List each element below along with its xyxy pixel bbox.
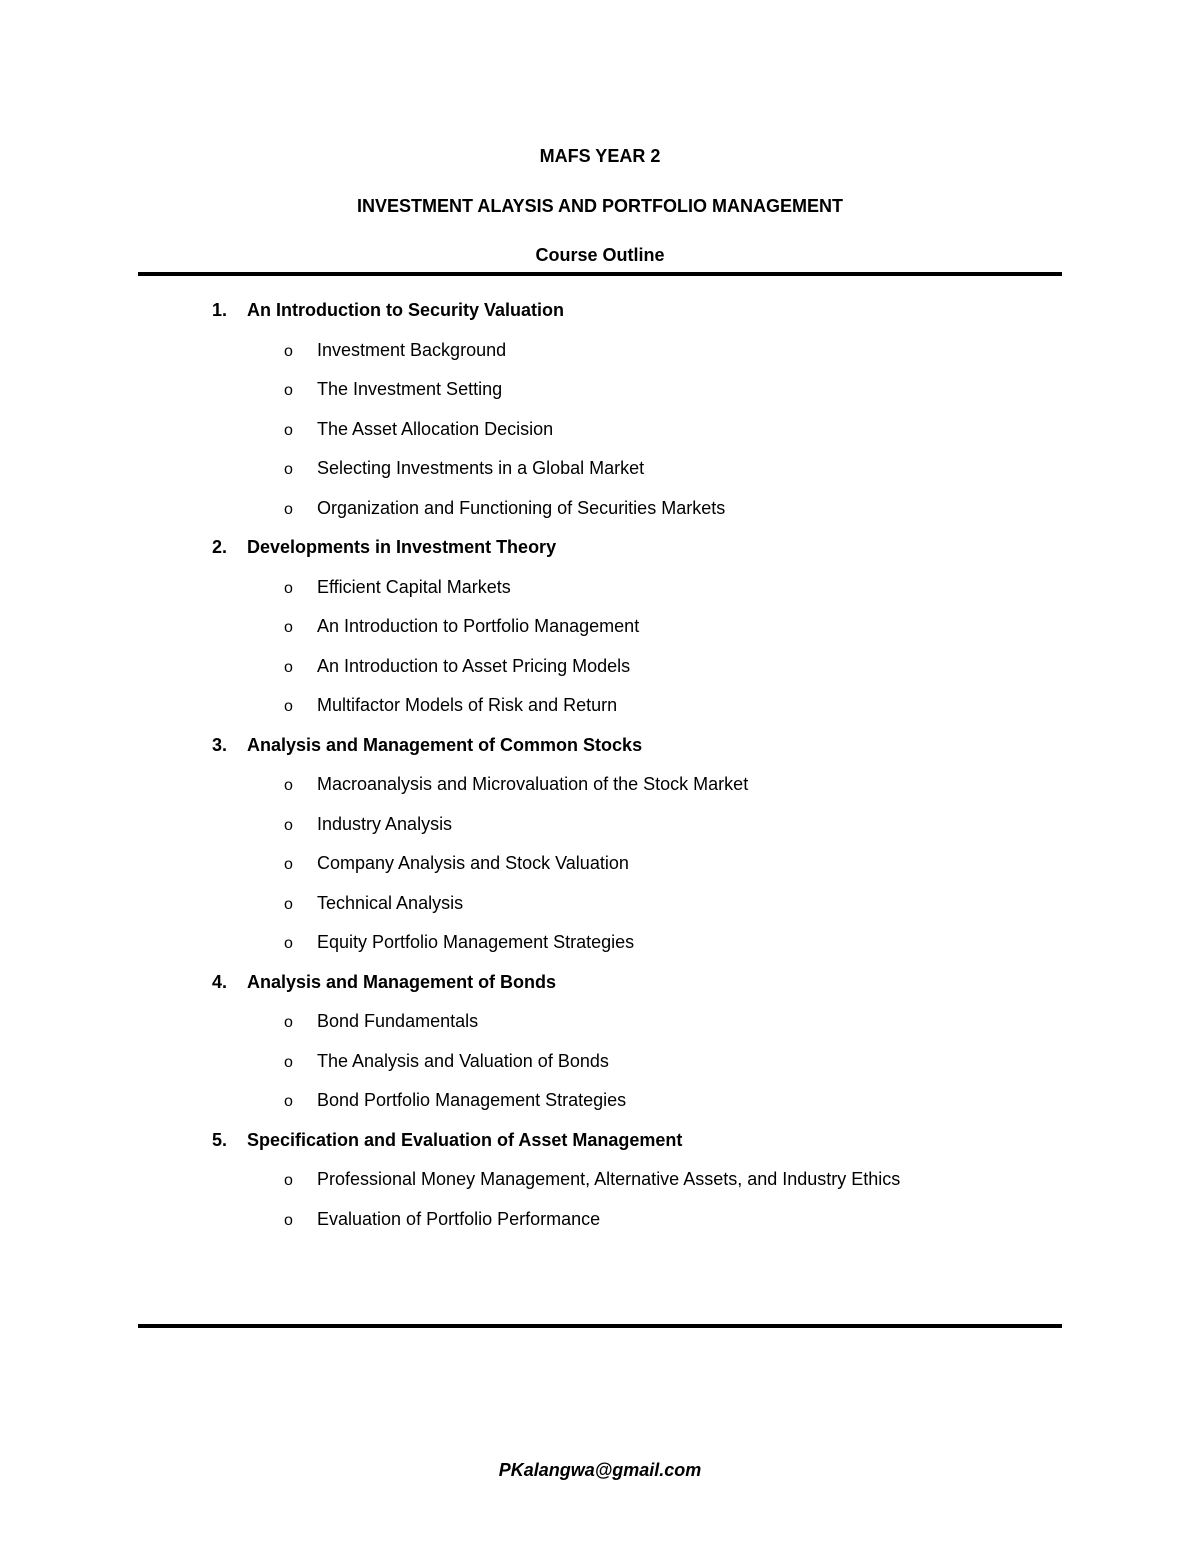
outline-list-item [284, 891, 463, 915]
circle-bullet-icon: o [284, 500, 293, 518]
outline-list-item [284, 1088, 626, 1112]
outline-list-item [284, 1167, 900, 1191]
outline-list-item [284, 772, 748, 796]
circle-bullet-icon: o [284, 1053, 293, 1071]
circle-bullet-icon: o [284, 619, 293, 636]
circle-bullet-icon: o [284, 579, 293, 597]
document-title-course: INVESTMENT ALAYSIS AND PORTFOLIO MANAGEMENT [356, 196, 844, 216]
outline-list-item [284, 338, 506, 362]
circle-bullet-icon: o [284, 895, 293, 913]
outline-item-text: Evaluation of Portfolio Performance [317, 1208, 601, 1229]
outline-list-item [284, 693, 617, 717]
section-title: Specification and Evaluation of Asset Management [247, 1129, 683, 1150]
outline-list-item [284, 377, 502, 401]
outline-list-item [284, 1049, 609, 1073]
outline-item-text: The Analysis and Valuation of Bonds [317, 1050, 609, 1071]
outline-list-item [284, 496, 725, 520]
section-number: 5. [212, 1129, 228, 1150]
section-number: 4. [212, 971, 228, 992]
section-heading-1 [212, 298, 564, 322]
circle-bullet-icon: o [284, 698, 293, 715]
outline-item-text: Organization and Functioning of Securities Markets [317, 497, 726, 518]
outline-item-text: Multifactor Models of Risk and Return [317, 695, 618, 715]
document-subtitle: Course Outline [535, 245, 665, 265]
section-title: Analysis and Management of Bonds [247, 971, 557, 992]
outline-item-text: Macroanalysis and Microvaluation of the Stock Market [317, 774, 749, 794]
outline-list-item [284, 614, 639, 638]
outline-list-item [284, 930, 634, 954]
circle-bullet-icon: o [284, 658, 293, 676]
section-heading-4 [212, 970, 556, 994]
outline-item-text: An Introduction to Asset Pricing Models [317, 655, 631, 676]
outline-item-text: The Investment Setting [317, 379, 503, 399]
circle-bullet-icon: o [284, 1014, 293, 1031]
outline-item-text: Bond Fundamentals [317, 1011, 479, 1031]
circle-bullet-icon: o [284, 421, 293, 439]
section-title: An Introduction to Security Valuation [247, 300, 565, 320]
outline-list-item [284, 575, 511, 599]
section-number: 3. [212, 734, 228, 755]
footer-email: PKalangwa@gmail.com [498, 1460, 702, 1480]
circle-bullet-icon: o [284, 856, 293, 873]
outline-item-text: Industry Analysis [317, 813, 453, 834]
document-title-year: MAFS YEAR 2 [539, 146, 661, 166]
outline-list-item [284, 851, 629, 875]
outline-item-text: Professional Money Management, Alternative Assets, and Industry Ethics [317, 1169, 901, 1189]
outline-list-item [284, 1009, 478, 1033]
circle-bullet-icon: o [284, 935, 293, 952]
circle-bullet-icon: o [284, 461, 293, 478]
circle-bullet-icon: o [284, 382, 293, 399]
circle-bullet-icon: o [284, 1172, 293, 1189]
section-number: 2. [212, 537, 228, 557]
outline-item-text: Bond Portfolio Management Strategies [317, 1090, 627, 1110]
outline-list-item [284, 812, 452, 836]
section-number: 1. [212, 300, 228, 320]
section-heading-2 [212, 535, 556, 559]
outline-item-text: An Introduction to Portfolio Management [317, 616, 640, 636]
outline-item-text: The Asset Allocation Decision [317, 418, 554, 439]
circle-bullet-icon: o [284, 342, 293, 360]
circle-bullet-icon: o [284, 1211, 293, 1229]
circle-bullet-icon: o [284, 777, 293, 794]
outline-list-item [284, 654, 630, 678]
bottom-divider [138, 1324, 1062, 1328]
section-title: Analysis and Management of Common Stocks [247, 734, 643, 755]
outline-item-text: Efficient Capital Markets [317, 576, 511, 597]
section-title: Developments in Investment Theory [247, 537, 557, 557]
circle-bullet-icon: o [284, 816, 293, 834]
circle-bullet-icon: o [284, 1093, 293, 1110]
outline-item-text: Selecting Investments in a Global Market [317, 458, 645, 478]
section-heading-3 [212, 733, 642, 757]
section-heading-5 [212, 1128, 682, 1152]
outline-item-text: Company Analysis and Stock Valuation [317, 853, 629, 873]
outline-item-text: Investment Background [317, 339, 507, 360]
outline-list-item [284, 456, 644, 480]
outline-item-text: Technical Analysis [317, 892, 464, 913]
outline-list-item [284, 1207, 600, 1231]
outline-item-text: Equity Portfolio Management Strategies [317, 932, 635, 952]
outline-list-item [284, 417, 553, 441]
